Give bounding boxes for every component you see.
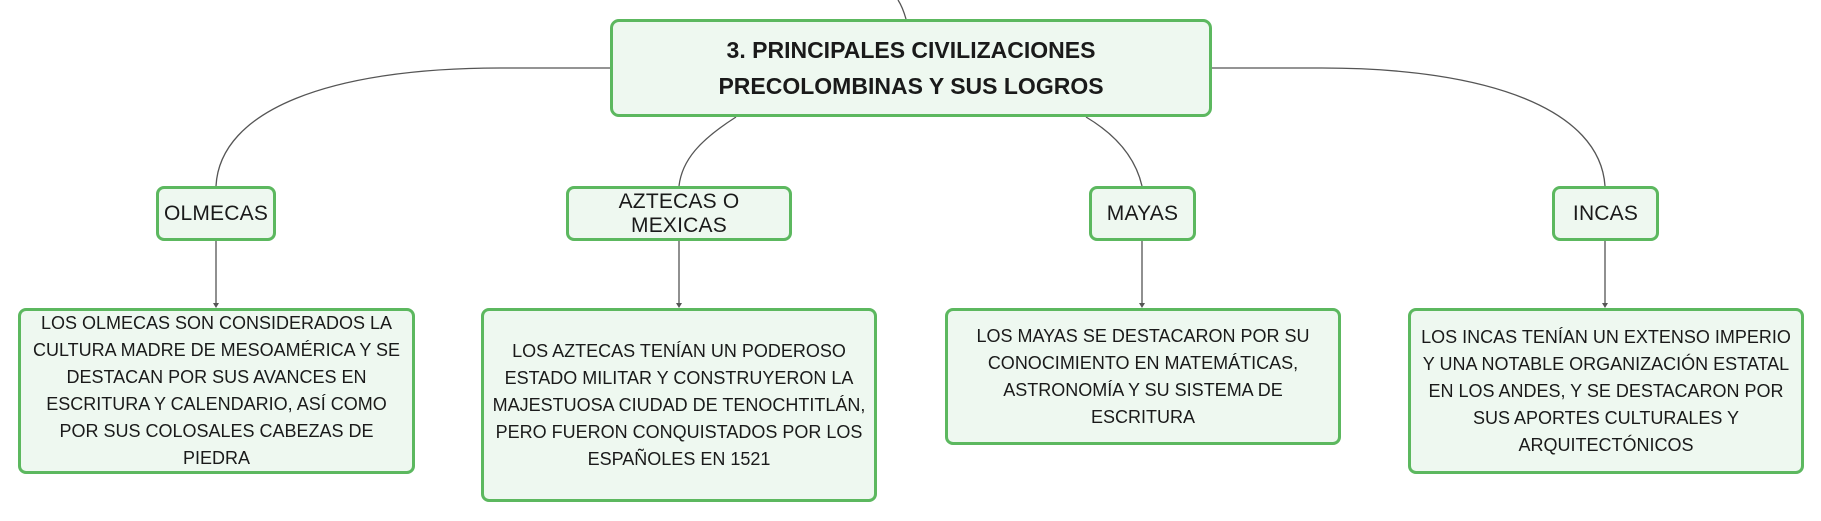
description-node-incas[interactable] (1408, 308, 1804, 474)
description-text-incas: LOS INCAS TENÍAN UN EXTENSO IMPERIO Y UNA NOTABLE ORGANIZACIÓN ESTATAL EN LOS ANDES, Y SE DESTACARON POR SUS APORTES CULTURALES Y ARQUITECTÓNICOS (1421, 326, 1791, 455)
description-node-aztecas[interactable] (481, 308, 877, 502)
topic-node-incas[interactable] (1552, 186, 1659, 241)
parent-connector (898, 0, 906, 19)
connector-root-aztecas (679, 117, 736, 186)
root-topic-label: 3. PRINCIPALES CIVILIZACIONES PRECOLOMBINAS Y SUS LOGROS (718, 37, 1104, 99)
connector-root-olmecas (216, 68, 610, 186)
topic-label-olmecas: OLMECAS (163, 201, 269, 225)
topic-node-olmecas[interactable] (156, 186, 276, 241)
connector-root-incas (1212, 68, 1605, 186)
topic-label-mayas: MAYAS (1106, 201, 1179, 225)
description-text-mayas: LOS MAYAS SE DESTACARON POR SU CONOCIMIENTO EN MATEMÁTICAS, ASTRONOMÍA Y SU SISTEMA DE ESCRITURA (976, 325, 1310, 427)
description-text-olmecas: LOS OLMECAS SON CONSIDERADOS LA CULTURA MADRE DE MESOAMÉRICA Y SE DESTACAN POR SUS AVANCES EN ESCRITURA Y CALENDARIO, ASÍ COMO POR SUS COLOSALES CABEZAS DE PIEDRA (32, 313, 401, 468)
connector-root-mayas (1086, 117, 1142, 186)
topic-label-incas: INCAS (1572, 201, 1639, 225)
description-text-aztecas: LOS AZTECAS TENÍAN UN PODEROSO ESTADO MILITAR Y CONSTRUYERON LA MAJESTUOSA CIUDAD DE TENOCHTITLÁN, PERO FUERON CONQUISTADOS POR LOS ESPAÑOLES EN 1521 (492, 340, 866, 469)
description-node-olmecas[interactable] (18, 308, 415, 474)
topic-node-mayas[interactable] (1089, 186, 1196, 241)
topic-node-aztecas[interactable] (566, 186, 792, 241)
root-topic-node[interactable] (610, 19, 1212, 117)
topic-label-aztecas: AZTECAS O MEXICAS (618, 189, 740, 237)
description-node-mayas[interactable] (945, 308, 1341, 445)
